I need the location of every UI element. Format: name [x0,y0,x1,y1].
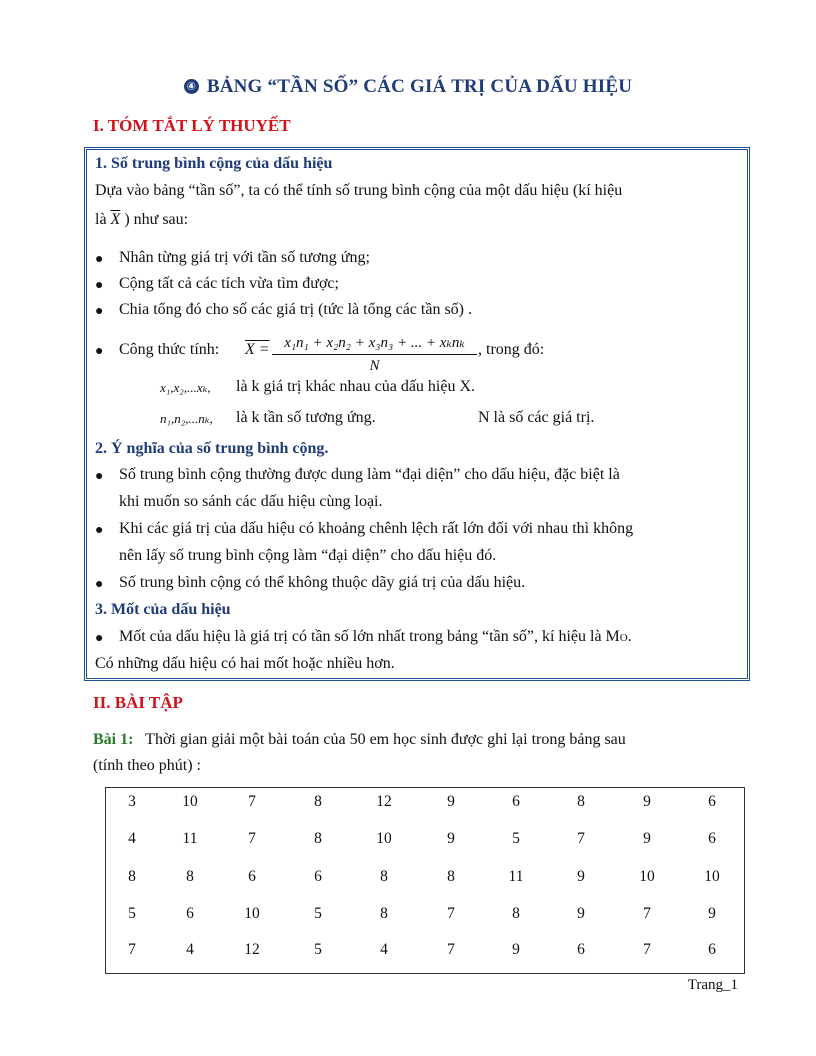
bullet-text: Số trung bình cộng có thể không thuộc dãy giá trị của dấu hiệu. [119,574,526,591]
table-cell: 4 [380,941,388,958]
item1-heading: 1. Số trung bình cộng của dấu hiệu [95,155,333,172]
table-cell: 8 [186,868,194,885]
bullet-text-cont: khi muốn so sánh các dấu hiệu cùng loại. [119,493,383,510]
bullet-icon: ● [95,252,104,267]
bullet-text: Khi các giá trị của dấu hiệu có khoảng chênh lệch rất lớn đối với nhau thì không [119,520,634,537]
table-cell: 6 [512,793,520,810]
table-cell: 8 [314,793,322,810]
bullet-icon: ● [95,304,104,319]
page-title-text: BẢNG “TẦN SỐ” CÁC GIÁ TRỊ CỦA DẤU HIỆU [206,76,633,97]
table-cell: 10 [182,793,198,810]
table-cell: 9 [512,941,520,958]
bullet-icon: ● [95,344,104,359]
bai1-line-1 [93,731,626,749]
table-cell: 9 [643,793,651,810]
table-cell: 5 [128,905,136,922]
table-cell: 7 [643,941,651,958]
bullet-text: Số trung bình cộng thường được dung làm “đại diện” cho dấu hiệu, đặc biệt là [119,466,620,483]
table-cell: 5 [314,941,322,958]
section-heading-theory: I. TÓM TẮT LÝ THUYẾT [93,116,291,135]
table-cell: 7 [447,941,455,958]
table-cell: 5 [314,905,322,922]
bullet-text: Cộng tất cả các tích vừa tìm được; [119,275,339,292]
formula-lhs: X = [245,341,270,358]
intro-line-2-pre: là [95,211,111,228]
table-cell: 6 [577,941,585,958]
bullet-icon: ● [95,278,104,293]
table-cell: 10 [639,868,655,885]
table-cell: 12 [244,941,260,958]
table-cell: 6 [708,941,716,958]
table-cell: 5 [512,830,520,847]
table-cell: 7 [248,830,256,847]
formula-suffix: , trong đó: [478,341,545,358]
table-cell: 7 [577,830,585,847]
intro-line-1: Dựa vào bảng “tần số”, ta có thể tính số trung bình cộng của một dấu hiệu (kí hiệu [95,182,623,199]
table-cell: 6 [314,868,322,885]
table-cell: 10 [244,905,260,922]
table-cell: 4 [186,941,194,958]
table-cell: 7 [643,905,651,922]
table-cell: 9 [447,793,455,810]
data-table [105,787,745,974]
item3-note: Có những dấu hiệu có hai mốt hoặc nhiều hơn. [95,655,395,672]
page-title [0,76,816,98]
table-cell: 6 [186,905,194,922]
formula-denominator: N [369,358,380,374]
bai1-line-2: (tính theo phút) : [93,757,201,774]
table-cell: 8 [447,868,455,885]
bullet-text: Mốt của dấu hiệu là giá trị có tần số lớn nhất trong bảng “tần số”, kí hiệu là MO. [119,628,632,645]
bullet-text: Nhân từng giá trị với tần số tương ứng; [119,249,370,266]
x-description: là k giá trị khác nhau của dấu hiệu X. [236,378,476,395]
table-cell: 12 [376,793,392,810]
table-cell: 9 [643,830,651,847]
bai1-label: Bài 1: [93,731,134,748]
circled-number-icon: ④ [184,79,199,94]
table-cell: 3 [128,793,136,810]
table-cell: 6 [248,868,256,885]
table-cell: 6 [708,793,716,810]
table-cell: 11 [182,830,198,847]
table-cell: 8 [128,868,136,885]
n-symbols: n₁,n₂,...nₖ, [160,411,213,426]
x-symbols: x₁,x₂,...xₖ, [160,380,211,395]
bullet-icon: ● [95,577,104,592]
table-cell: 4 [128,830,136,847]
bullet-text-cont: nên lấy số trung bình cộng làm “đại diện” cho dấu hiệu đó. [119,547,497,564]
table-cell: 10 [376,830,392,847]
table-cell: 7 [447,905,455,922]
mean-symbol: $\overline{X}$ [110,211,121,228]
formula-numerator: x₁n₁ + x₂n₂ + x₃n₃ + ... + xₖnₖ [272,333,477,355]
table-cell: 9 [577,868,585,885]
table-cell: 7 [128,941,136,958]
table-cell: 7 [248,793,256,810]
bullet-icon: ● [95,631,104,646]
section-heading-exercises: II. BÀI TẬP [93,693,183,712]
n-description: là k tần số tương ứng. [236,409,376,426]
table-cell: 8 [577,793,585,810]
table-cell: 9 [577,905,585,922]
formula-fraction [272,333,477,375]
formula-label: Công thức tính: [119,341,220,358]
item2-heading: 2. Ý nghĩa của số trung bình cộng. [95,440,329,457]
table-cell: 10 [704,868,720,885]
bai1-text: Thời gian giải một bài toán của 50 em học sinh được ghi lại trong bảng sau [145,731,626,748]
table-cell: 9 [708,905,716,922]
table-cell: 8 [512,905,520,922]
intro-line-2-post: ) như sau: [120,211,189,228]
N-description: N là số các giá trị. [478,409,595,426]
bullet-icon: ● [95,523,104,538]
table-cell: 9 [447,830,455,847]
bullet-text: Chia tổng đó cho số các giá trị (tức là tổng các tần số) . [119,301,473,318]
page-number: Trang_1 [687,977,738,993]
table-cell: 8 [380,868,388,885]
table-cell: 6 [708,830,716,847]
table-cell: 8 [314,830,322,847]
bullet-icon: ● [95,469,104,484]
item3-heading: 3. Mốt của dấu hiệu [95,601,231,618]
intro-line-2 [95,211,188,229]
table-cell: 8 [380,905,388,922]
table-cell: 11 [508,868,524,885]
